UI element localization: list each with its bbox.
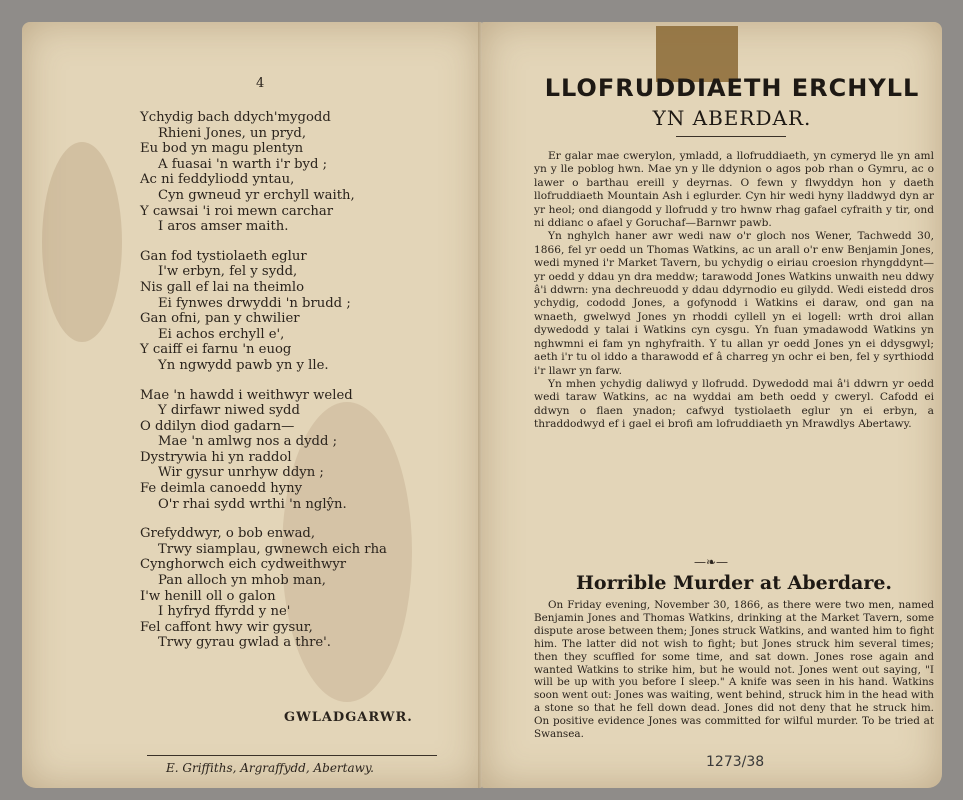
english-article — [534, 599, 934, 741]
poem-line: I'w henill oll o galon — [140, 588, 276, 604]
poem-line: Gan fod tystiolaeth eglur — [140, 248, 307, 264]
printer-imprint: E. Griffiths, Argraffydd, Abertawy. — [166, 761, 374, 775]
welsh-subtitle: YN ABERDAR. — [652, 106, 812, 130]
paper-stain — [42, 142, 122, 342]
poem-line: Cynghorwch eich cydweithwyr — [140, 557, 347, 573]
poem-line: Fe deimla canoedd hyny — [140, 481, 303, 497]
poem-line: O'r rhai sydd wrthi 'n nglŷn. — [158, 496, 347, 512]
poem-line: Mae 'n amlwg nos a dydd ; — [158, 434, 338, 450]
poem-line: Eu bod yn magu plentyn — [140, 141, 304, 157]
ornament-divider: —❧— — [694, 555, 729, 569]
poem-line: Wir gysur unrhyw ddyn ; — [158, 465, 324, 481]
poem-signature: GWLADGARWR. — [284, 710, 413, 725]
poem-line: Trwy gyrau gwlad a thre'. — [158, 635, 331, 651]
poem-stanza — [140, 526, 460, 651]
english-title: Horrible Murder at Aberdare. — [575, 572, 893, 594]
poem-stanza — [140, 249, 460, 374]
poem-line: I'w erbyn, fel y sydd, — [158, 264, 298, 280]
welsh-paragraph: Yn mhen ychydig daliwyd y llofrudd. Dywedodd mai â'i ddwrn yr oedd wedi taraw Watkins, ac na wyddai am beth oedd y cweryl. Cafodd ei ddwyn o flaen ynadon; cafwyd tystiolaeth eglur yn ei erbyn, a thraddodwyd ef i gael ei brofi am lofruddiaeth yn Mrawdlys Abertawy. — [534, 377, 934, 431]
poem-stanza — [140, 110, 460, 235]
welsh-paragraph: Er galar mae cwerylon, ymladd, a llofruddiaeth, yn cymeryd lle yn aml yn y lle poblog hwn. Mae yn y lle ddynion o agos pob rhan o Gymru, ac o lawer o barthau ereill y deyrnas. O fewn y flwyddyn hon y daeth llofruddiaeth Mountain Ash i eglurder. Cyn hir wedi hyny lladdwyd dyn ar yr heol; ond diangodd y llofrudd y tro hwnw rhag gafael cyfraith y tir, ond ni ddianc o afael y Goruchaf—Barnwr pawb. — [534, 150, 934, 230]
poem-line: Fel caffont hwy wir gysur, — [140, 619, 313, 635]
poem-line: Ei achos erchyll e', — [158, 326, 285, 342]
left-page — [22, 22, 482, 788]
welsh-paragraph: Yn nghylch haner awr wedi naw o'r gloch nos Wener, Tachwedd 30, 1866, fel yr oedd un Thomas Watkins, ac un arall o'r enw Benjamin Jones, wedi myned i'r Market Tavern, bu ychydig o eiriau croesion rhyngddynt—yr oedd y ddau yn dra meddw; tarawodd Jones Watkins unwaith neu ddwy â'i ddwrn: yna dechreuodd y ddau ddyrnodio eu gilydd. Wedi eistedd dros ychydig, cododd Jones, a gofynodd i Watkins ei daraw, ond gan na wnaeth, gwelwyd Jones yn rhoddi cyllell yn ei logell: wrth droi allan dywedodd y talai i Watkins cyn cysgu. Yn fuan ymadawodd Watkins yn nghwmni ei fam yn nghyfraith. Y tu allan yr oedd Jones yn ei ddysgwyl; aeth i'r tu ol iddo a tharawodd ef â charreg yn ochr ei ben, fel y syrthiodd i'r llawr yn farw. — [534, 230, 934, 377]
poem-line: Y cawsai 'i roi mewn carchar — [140, 203, 334, 219]
poem-line: Rhieni Jones, un pryd, — [158, 125, 307, 141]
welsh-article — [534, 150, 934, 432]
poem-line: Mae 'n hawdd i weithwyr weled — [140, 387, 353, 403]
poem-line: Yn ngwydd pawb yn y lle. — [158, 357, 329, 373]
poem-line: I aros amser maith. — [158, 219, 289, 235]
poem-line: Cyn gwneud yr erchyll waith, — [158, 187, 355, 203]
poem-line: Grefyddwyr, o bob enwad, — [140, 526, 316, 542]
poem-line: Nis gall ef lai na theimlo — [140, 279, 305, 295]
shelfmark: 1273/38 — [706, 754, 765, 770]
poem-line: Ac ni feddyliodd yntau, — [140, 172, 295, 188]
poem — [140, 110, 460, 665]
title-rule — [676, 136, 786, 137]
poem-line: I hyfryd ffyrdd y ne' — [158, 604, 291, 620]
poem-line: Ychydig bach ddych'mygodd — [140, 110, 331, 125]
welsh-title: LLOFRUDDIAETH ERCHYLL — [544, 74, 920, 102]
imprint-rule — [147, 755, 437, 756]
poem-line: Pan alloch yn mhob man, — [158, 573, 326, 589]
poem-line: Ei fynwes drwyddi 'n brudd ; — [158, 295, 351, 311]
poem-line: A fuasai 'n warth i'r byd ; — [158, 156, 328, 172]
poem-line: Dystrywia hi yn raddol — [140, 449, 292, 465]
poem-stanza — [140, 388, 460, 513]
page-number: 4 — [256, 76, 265, 91]
right-page — [482, 22, 942, 788]
poem-line: Gan ofni, pan y chwilier — [140, 311, 300, 327]
poem-line: Y caiff ei farnu 'n euog — [140, 342, 292, 358]
poem-line: O ddilyn diod gadarn— — [140, 418, 295, 434]
poem-line: Trwy siamplau, gwnewch eich rha — [158, 541, 387, 557]
poem-line: Y dirfawr niwed sydd — [158, 403, 300, 419]
english-paragraph: On Friday evening, November 30, 1866, as there were two men, named Benjamin Jones and Thomas Watkins, drinking at the Market Tavern, some dispute arose between them; Jones struck Watkins, and wanted him to fight him. The latter did not wish to fight; but Jones struck him several times; then they scuffled for some time, and sat down. Jones rose again and wanted Watkins to strike him, but he would not. Jones went out saying, "I will be up with you before I sleep." A knife was seen in his hand. Watkins soon went out: Jones was waiting, went behind, struck him in the head with a stone so that he fell down dead. Jones did not deny that he struck him. On positive evidence Jones was committed for wilful murder. To be tried at Swansea. — [534, 599, 934, 741]
